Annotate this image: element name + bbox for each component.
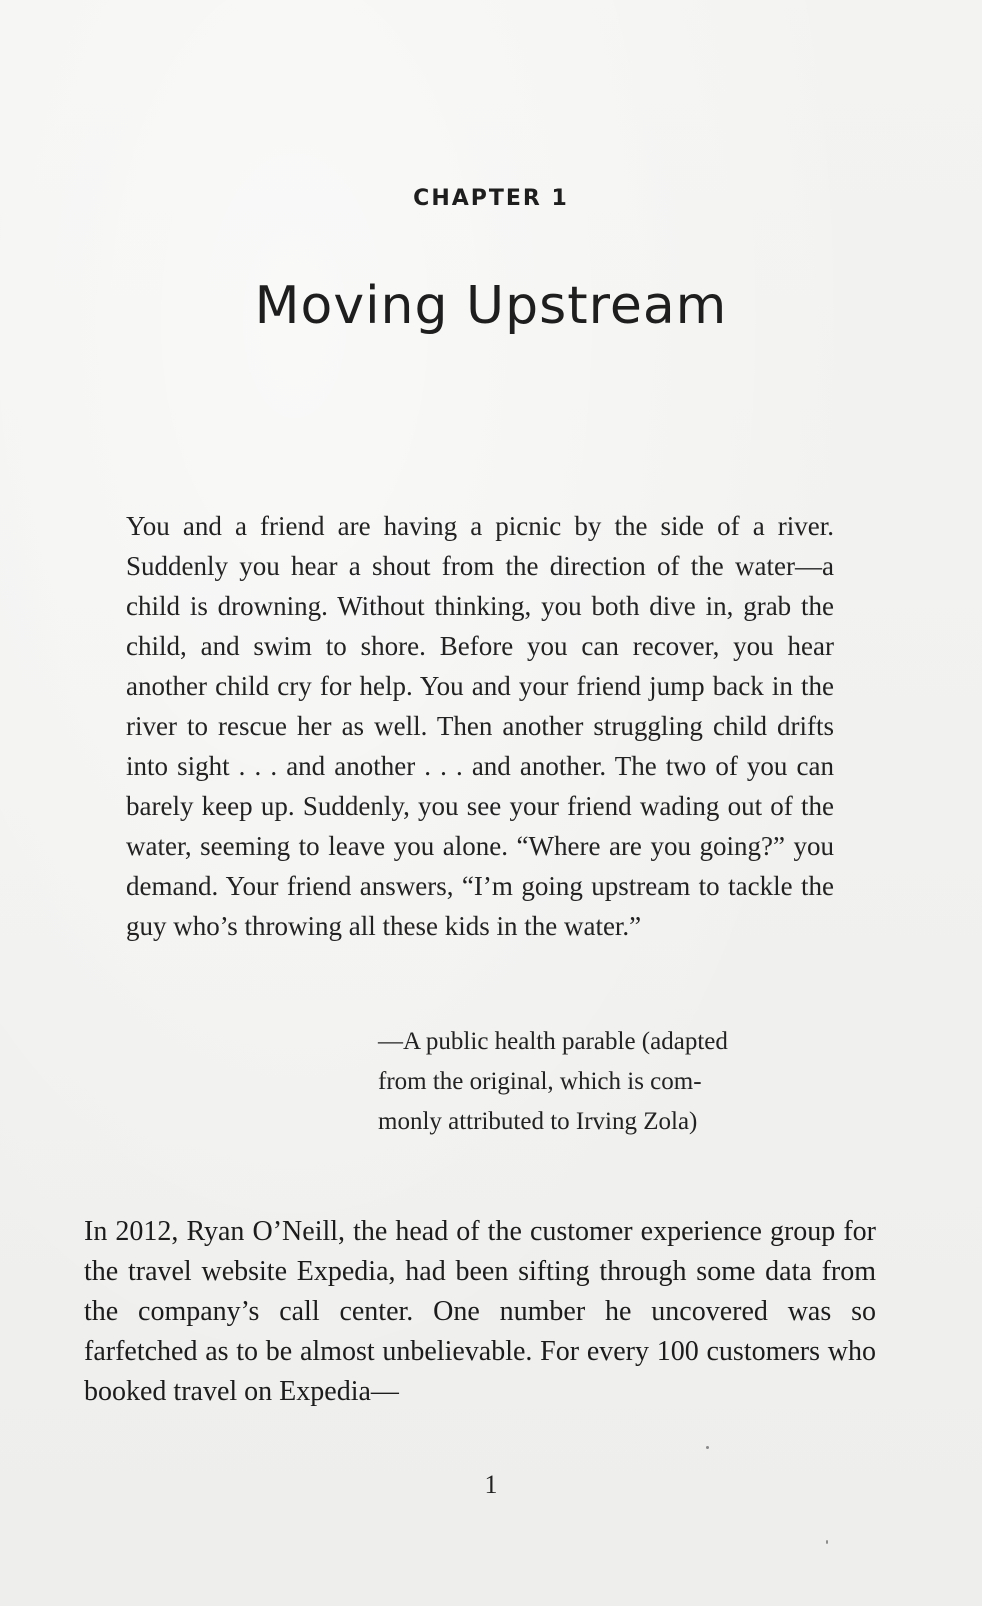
attribution-line: monly attributed to Irving Zola) [378,1108,698,1135]
page-number: 1 [484,1470,498,1499]
epigraph [126,506,834,946]
attribution-line: —A public health parable (adapted [378,1028,728,1055]
epigraph-text: You and a friend are having a picnic by the side of a river. Suddenly you hear a shout from the direction of the water—a child is drowning. Without thinking, you both dive in, grab the child, and swim to shore. Before you can recover, you hear another child cry for help. You and your friend jump back in the river to rescue her as well. Then another struggling child drifts into sight . . . and another . . . and another. The two of you can barely keep up. Suddenly, you see your friend wading out of the water, seeming to leave you alone. “Where are you going?” you demand. Your friend answers, “I’m going upstream to tackle the guy who’s throwing all these kids in the water.” [126,511,834,941]
body-paragraph: In 2012, Ryan O’Neill, the head of the customer experience group for the travel website Expedia, had been sifting through some data from the company’s call center. One number he uncovered was so farfetched as to be almost unbelievable. For every 100 customers who booked travel on Expedia— [84,1216,876,1407]
attribution-line: from the original, which is com- [378,1068,702,1095]
scan-speck [706,1446,709,1449]
scan-speck [826,1540,828,1544]
epigraph-attribution [378,1022,808,1142]
chapter-title: Moving Upstream [254,276,728,336]
chapter-label: CHAPTER 1 [413,186,569,211]
body-text [84,1212,876,1412]
